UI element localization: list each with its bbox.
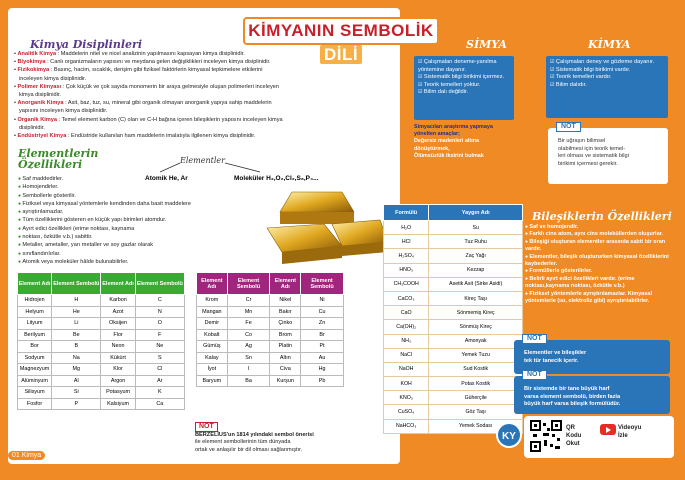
table-cell: Amonyak [429, 334, 523, 348]
table-cell: Kurşun [270, 375, 301, 387]
table-cell: NaHCO₃ [384, 419, 429, 433]
table-cell: K [135, 387, 184, 399]
table-cell: Gümüş [197, 341, 228, 353]
table-row [384, 306, 523, 320]
table-row [18, 364, 185, 376]
table-row [384, 235, 523, 249]
bilesik-item: ● Saf ve homojendir. [525, 224, 675, 231]
table-cell: Kobalt [197, 329, 228, 341]
bilesik-item: ● Formüllerle gösterilirler. [525, 268, 675, 275]
table-cell: Klor [101, 364, 135, 376]
note-line: birikimi içermesi gerekir. [558, 160, 618, 167]
table-cell: S [135, 352, 184, 364]
table-row [197, 352, 344, 364]
table-row [197, 318, 344, 330]
table-cell: Hg [301, 364, 344, 376]
note-line: leri olması ve sistematik bilgi [558, 153, 629, 159]
kimya-item: ☑ Sistematik bilgi birikimi vardır. [550, 67, 664, 75]
disiplinler-title: Kimya Disiplinleri [30, 38, 143, 51]
element-table-1 [17, 272, 185, 410]
elementler-list [18, 175, 268, 266]
table-cell: Au [301, 352, 344, 364]
table-cell: Fosfor [18, 398, 52, 410]
disiplin-list [14, 50, 386, 140]
table-cell: Ba [227, 375, 270, 387]
disiplin-text: : Asit, baz, tuz, su, mineral gibi organik olmayan anorganik yapıya sahip maddelerin [65, 100, 272, 107]
note-line: varsa element sembolü, birden fazla [524, 393, 621, 400]
table-cell: Tuz Ruhu [429, 235, 523, 249]
disiplin-name: Organik Kimya [17, 116, 57, 123]
gold-bars-image [262, 190, 390, 270]
table-cell: Asetik Asit (Sirke Asidi) [429, 277, 523, 291]
table-cell: CaCO₃ [384, 291, 429, 305]
page-title [243, 17, 439, 64]
table-cell: Krom [197, 295, 228, 307]
disiplin-text: : Basınç, hacim, sıcaklık, derişim gibi fiziksel faktörlerin kimyasal tepkimelere etkilerini [50, 67, 263, 74]
table-cell: Zaç Yağı [429, 249, 523, 263]
table-cell: Ca(OH)₂ [384, 320, 429, 334]
table-cell: Kalay [197, 352, 228, 364]
column-header: Yaygın Adı [429, 205, 523, 221]
page-footer [8, 451, 45, 460]
table-cell: I [227, 364, 270, 376]
table-cell: Be [52, 329, 101, 341]
kimya-item: ☑ Bilim dalıdır. [550, 82, 664, 90]
table-cell: CuSO₄ [384, 405, 429, 419]
disiplin-row [14, 75, 386, 83]
table-row [197, 295, 344, 307]
table-cell: Magnezyum [18, 364, 52, 376]
disiplin-row: • Analitik Kimya : Maddelerin nitel ve nicel analizinin yapılmasını kapsayan kimya disiplinidir. [14, 51, 245, 57]
table-row [384, 362, 523, 376]
table-cell: Nikel [270, 295, 301, 307]
qr-label [566, 424, 596, 448]
elementler-item: ● Homojendirler. [18, 183, 268, 191]
disiplin-row: • Polimer Kimyası : Çok küçük ve çok sayıda monomerin bir araya gelmesiyle oluşan polimerleri inceleyen [14, 83, 279, 90]
disiplin-text: disiplinidir. [19, 124, 45, 131]
elementler-item: ● noktası, özkütle v.b.) sabittir. [18, 233, 268, 241]
note-tag: NOT [522, 370, 547, 380]
table-cell: Bakır [270, 306, 301, 318]
table-cell: F [135, 329, 184, 341]
table-cell: Neon [101, 341, 135, 353]
table-row [18, 318, 185, 330]
bilesik-note-1 [514, 335, 670, 374]
note-tag: NOT [522, 334, 547, 344]
table-cell: Zn [301, 318, 344, 330]
table-cell: HCl [384, 235, 429, 249]
table-cell: Argon [101, 375, 135, 387]
table-row [18, 306, 185, 318]
table-cell: C [135, 295, 184, 307]
note-tag: NOT [195, 422, 218, 432]
molecular-example: Moleküler H₂,O₂,Cl₂,S₈,P₄... [234, 175, 319, 182]
table-cell: Kireç Taşı [429, 291, 523, 305]
column-header: Element Adı [197, 273, 228, 295]
disiplin-text: : Canlı organizmaların yapısını ve meydana gelen değişiklikleri inceleyen kimya disiplinidir. [47, 59, 271, 66]
disiplin-row: • Biyokimya : Canlı organizmaların yapısını ve meydana gelen değişiklikleri inceleyen kimya disiplinidir. [14, 59, 271, 66]
table-row [384, 348, 523, 362]
table-row [197, 329, 344, 341]
table-cell: İyot [197, 364, 228, 376]
simya-item: ☑ Bilim dalı değildir. [418, 89, 510, 97]
table-cell: HNO₃ [384, 263, 429, 277]
table-row [18, 398, 185, 410]
column-header: Element Sembolü [227, 273, 270, 295]
disiplin-text: kimya disiplinidir. [19, 92, 61, 99]
table-row [197, 306, 344, 318]
column-header: Element Adı [18, 273, 52, 295]
column-header: Formülü [384, 205, 429, 221]
table-cell: Li [52, 318, 101, 330]
table-cell: Cl [135, 364, 184, 376]
table-cell: Sn [227, 352, 270, 364]
table-cell: H₂O [384, 221, 429, 235]
disiplin-name: Anorganik Kimya [17, 100, 64, 107]
disiplin-row [14, 91, 386, 99]
table-cell: Kükürt [101, 352, 135, 364]
table-row [384, 263, 523, 277]
table-cell: Oksijen [101, 318, 135, 330]
page-number: 01 [12, 452, 20, 459]
table-cell: Helyum [18, 306, 52, 318]
note-line: olabilmesi için teorik temel- [558, 145, 626, 152]
qr-label-line: Okut [566, 441, 580, 447]
table-cell: Sud Kostik [429, 362, 523, 376]
table-cell: H [52, 295, 101, 307]
table-cell: KNO₃ [384, 391, 429, 405]
kimya-panel [546, 56, 668, 118]
bilesik-item: ● Elementler, bileşik oluştururken kimyasal özelliklerini kaybederler. [525, 254, 675, 269]
bilesik-note-2 [514, 371, 670, 414]
column-header: Element Adı [270, 273, 301, 295]
table-cell: Çinko [270, 318, 301, 330]
disiplin-text: : Temel element karbon (C) olan ve C-H bağına içeren bileşiklerin yapısını inceleyen kimya [58, 116, 283, 123]
disiplin-name: Analitik Kimya [17, 51, 57, 57]
atomic-example: Atomik He, Ar [145, 175, 188, 182]
elementler-item: ● Sembollerle gösterilir. [18, 192, 268, 200]
kimya-item: ☑ Çalışmaları deney ve gözleme dayanır. [550, 59, 664, 67]
title-accent: DİLİ [320, 45, 362, 64]
note-line: Bir sistemde bir tane büyük harf [524, 386, 610, 392]
table-cell: Potas Kostik [429, 377, 523, 391]
table-cell: P [52, 398, 101, 410]
table-cell: Pb [301, 375, 344, 387]
table-cell: Pt [301, 341, 344, 353]
elementler-title [18, 148, 98, 170]
table-cell: Berilyum [18, 329, 52, 341]
table-row [197, 364, 344, 376]
disiplin-text: yapısını inceleyen kimya disiplinidir. [19, 108, 108, 115]
table-cell: Kezzap [429, 263, 523, 277]
title-main: KİMYANIN SEMBOLİK [248, 21, 434, 40]
kimya-note [548, 123, 668, 184]
table-cell: Karbon [101, 295, 135, 307]
table-cell: Ag [227, 341, 270, 353]
simya-item: ☑ Sistematik bilgi birikimi içermez. [418, 74, 510, 82]
table-cell: Sönmüş Kireç [429, 320, 523, 334]
column-header: Element Sembolü [52, 273, 101, 295]
table-cell: He [52, 306, 101, 318]
table-cell: KOH [384, 377, 429, 391]
table-row [384, 277, 523, 291]
table-row [384, 405, 523, 419]
note-line: tek tür tanecik içerir. [524, 357, 579, 364]
table-cell: Bor [18, 341, 52, 353]
table-cell: Al [52, 375, 101, 387]
disiplin-row: • Endüstriyel Kimya : Endüstride kullanılan ham maddelerin imalatıyla ilgilenen kimya disiplinidir. [14, 133, 256, 140]
table-cell: B [52, 341, 101, 353]
simya-goal: dönüştürmek, [414, 145, 450, 152]
table-cell: Ca [135, 398, 184, 410]
video-label-line: Videoyu [618, 425, 642, 431]
table-cell: Ni [301, 295, 344, 307]
bilesik-item: ● Fiziksel yöntemlerle ayrıştırılamazlar. Kimyasal yöntemlerle (ısı, elektroliz gibi) ayrıştırılabilirler. [525, 291, 675, 306]
table-cell: Baryum [197, 375, 228, 387]
table-cell: Co [227, 329, 270, 341]
column-header: Element Sembolü [135, 273, 184, 295]
video-play-icon[interactable] [600, 424, 616, 435]
table-cell: Ar [135, 375, 184, 387]
disiplin-row [14, 107, 386, 115]
table-cell: Lityum [18, 318, 52, 330]
table-row [384, 391, 523, 405]
table-cell: Kalsiyum [101, 398, 135, 410]
column-header: Element Adı [101, 273, 135, 295]
elementler-title-line1: Elementlerin [18, 147, 99, 160]
qr-label-line: QR [566, 425, 575, 431]
table-cell: Yemek Sodası [429, 419, 523, 433]
table-cell: Cr [227, 295, 270, 307]
simya-goals-title: Simyacıları araştırma yapmaya [414, 124, 493, 130]
note-line: ortak ve anlaşılır bir dil olması sağlanmıştır. [195, 446, 303, 453]
disiplin-text: : Endüstride kullanılan ham maddelerin imalatıyla ilgilenen kimya disiplinidir. [67, 133, 256, 140]
video-label[interactable] [618, 424, 658, 440]
note-line: ile element sembollerinin tüm dünyada [195, 439, 291, 445]
table-cell: Si [52, 387, 101, 399]
table-cell: Platin [270, 341, 301, 353]
table-row [18, 375, 185, 387]
table-cell: Azot [101, 306, 135, 318]
table-cell: Sodyum [18, 352, 52, 364]
table-cell: Na [52, 352, 101, 364]
simya-title: SİMYA [466, 38, 507, 51]
bilesik-item: ● Farklı cins atom, aynı cins moleküllerden oluşurlar. [525, 231, 675, 238]
table-cell: NaOH [384, 362, 429, 376]
elementler-item: ● Atomik veya moleküler hâlde bulunabilirler. [18, 258, 268, 266]
column-header: Element Sembolü [301, 273, 344, 295]
table-cell: CaO [384, 306, 429, 320]
table-row [384, 221, 523, 235]
simya-goals-title: yönelten amaçlar; [414, 131, 460, 138]
disiplin-row: • Organik Kimya : Temel element karbon (C) olan ve C-H bağına içeren bileşiklerin yapısını inceleyen kimya [14, 116, 283, 123]
bilesik-item: ● Bileşiği oluşturan elementler arasında sabit bir oran vardır. [525, 239, 675, 254]
table-cell: Br [301, 329, 344, 341]
formula-table [383, 204, 523, 434]
table-cell: Göz Taşı [429, 405, 523, 419]
table-cell: Cu [301, 306, 344, 318]
simya-goal: Ölümsüzlük iksirini bulmak [414, 152, 484, 159]
table-row [384, 334, 523, 348]
table-row [18, 387, 185, 399]
table-row [384, 249, 523, 263]
disiplin-text: inceleyen kimya disiplinidir. [19, 75, 87, 82]
table-cell: Mn [227, 306, 270, 318]
table-row [384, 291, 523, 305]
table-cell: NaCl [384, 348, 429, 362]
table-cell: Yemek Tuzu [429, 348, 523, 362]
table-cell: Brom [270, 329, 301, 341]
table-row [197, 341, 344, 353]
disiplin-row [14, 124, 386, 132]
table-cell: Ne [135, 341, 184, 353]
elementler-item: ● Tüm özelliklerini gösteren en küçük yapı birimleri atomdur. [18, 216, 268, 224]
table-cell: O [135, 318, 184, 330]
elementler-item: ● Metaller, ametaller, yarı metaller ve soy gazlar olarak [18, 241, 268, 249]
table-row [197, 375, 344, 387]
disiplin-text: : Maddelerin nitel ve nicel analizinin yapılmasını kapsayan kimya disiplinidir. [57, 51, 245, 57]
table-cell: H₂SO₄ [384, 249, 429, 263]
kimya-title: KİMYA [588, 38, 631, 51]
publisher-logo: KY [496, 422, 522, 448]
table-cell: Flor [101, 329, 135, 341]
elementler-item: ● Ayırt edici özellikleri (erime noktası, kaynama [18, 225, 268, 233]
table-row [18, 352, 185, 364]
table-cell: N [135, 306, 184, 318]
note-tag: NOT [556, 122, 581, 132]
qr-label-line: Kodu [566, 433, 582, 439]
berzelius-note [195, 422, 395, 454]
disiplin-name: Biyokimya [17, 59, 46, 66]
elementler-item: ● sınıflandırılırlar. [18, 250, 268, 258]
disiplin-name: Endüstriyel Kimya [17, 133, 67, 140]
bilesikler-list [525, 224, 675, 305]
table-row [18, 295, 185, 307]
bilesik-item: ● Belirli ayırt edici özellikleri vardır. (erime noktası,kaynama noktası, özkütle v.b.) [525, 276, 675, 291]
table-cell: Sönmemiş Kireç [429, 306, 523, 320]
elementler-arrows [150, 160, 300, 176]
table-row [384, 320, 523, 334]
table-cell: Fe [227, 318, 270, 330]
footer-label: Kimya [21, 452, 42, 459]
table-cell: Civa [270, 364, 301, 376]
table-cell: Su [429, 221, 523, 235]
table-cell: Potasyum [101, 387, 135, 399]
disiplin-row: • Anorganik Kimya : Asit, baz, tuz, su, mineral gibi organik olmayan anorganik yapıya sahip maddelerin [14, 100, 272, 107]
kimya-item: ☑ Teorik temelleri vardır. [550, 74, 664, 82]
qr-code-icon[interactable] [530, 420, 562, 452]
simya-item: ☑ Teorik temelleri yoktur. [418, 82, 510, 90]
table-cell: Hidrojen [18, 295, 52, 307]
simya-panel [414, 56, 514, 120]
bilesikler-title: Bileşiklerin Özellikleri [532, 210, 672, 223]
table-cell: Güherçile [429, 391, 523, 405]
element-table-2 [196, 272, 344, 387]
note-line: Bir uğraşın bilimsel [558, 138, 606, 144]
video-label-line: İzle [618, 433, 628, 439]
table-cell: Silisyum [18, 387, 52, 399]
table-cell: CH₃COOH [384, 277, 429, 291]
elementler-item: ● ayrıştırılamazlar. [18, 208, 268, 216]
table-cell: Mg [52, 364, 101, 376]
disiplin-name: Fizikokimya [17, 67, 50, 74]
table-cell: Alüminyum [18, 375, 52, 387]
table-cell: Demir [197, 318, 228, 330]
table-row [18, 341, 185, 353]
note-line: Elementler ve bileşikler [524, 350, 587, 356]
simya-item: ☑ Çalışmaları deneme-yanılma yöntemine dayanır. [418, 59, 510, 74]
elementler-title-line2: Özellikleri [18, 158, 83, 171]
table-cell: Mangan [197, 306, 228, 318]
elementler-label: Elementler [180, 156, 225, 165]
elementler-item: ● Fiziksel veya kimyasal yöntemlerle kendinden daha basit maddelere [18, 200, 268, 208]
table-row [18, 329, 185, 341]
disiplin-name: Polimer Kimyası [17, 83, 62, 90]
elementler-item: ● Saf maddedirler. [18, 175, 268, 183]
disiplin-row: • Fizikokimya : Basınç, hacim, sıcaklık, derişim gibi fiziksel faktörlerin kimyasal tepkimelere etkilerini [14, 67, 263, 74]
disiplin-text: : Çok küçük ve çok sayıda monomerin bir araya gelmesiyle oluşan polimerleri inceleyen [62, 83, 279, 90]
simya-goal: Değersiz madenleri altına [414, 138, 480, 145]
simya-goals [414, 124, 544, 160]
table-cell: NH₃ [384, 334, 429, 348]
note-line: BERZELİUS'un 1814 yılındaki sembol önerisi [195, 431, 314, 438]
table-cell: Altın [270, 352, 301, 364]
table-row [384, 377, 523, 391]
note-line: büyük harf varsa bileşik formülüdür. [524, 401, 621, 407]
